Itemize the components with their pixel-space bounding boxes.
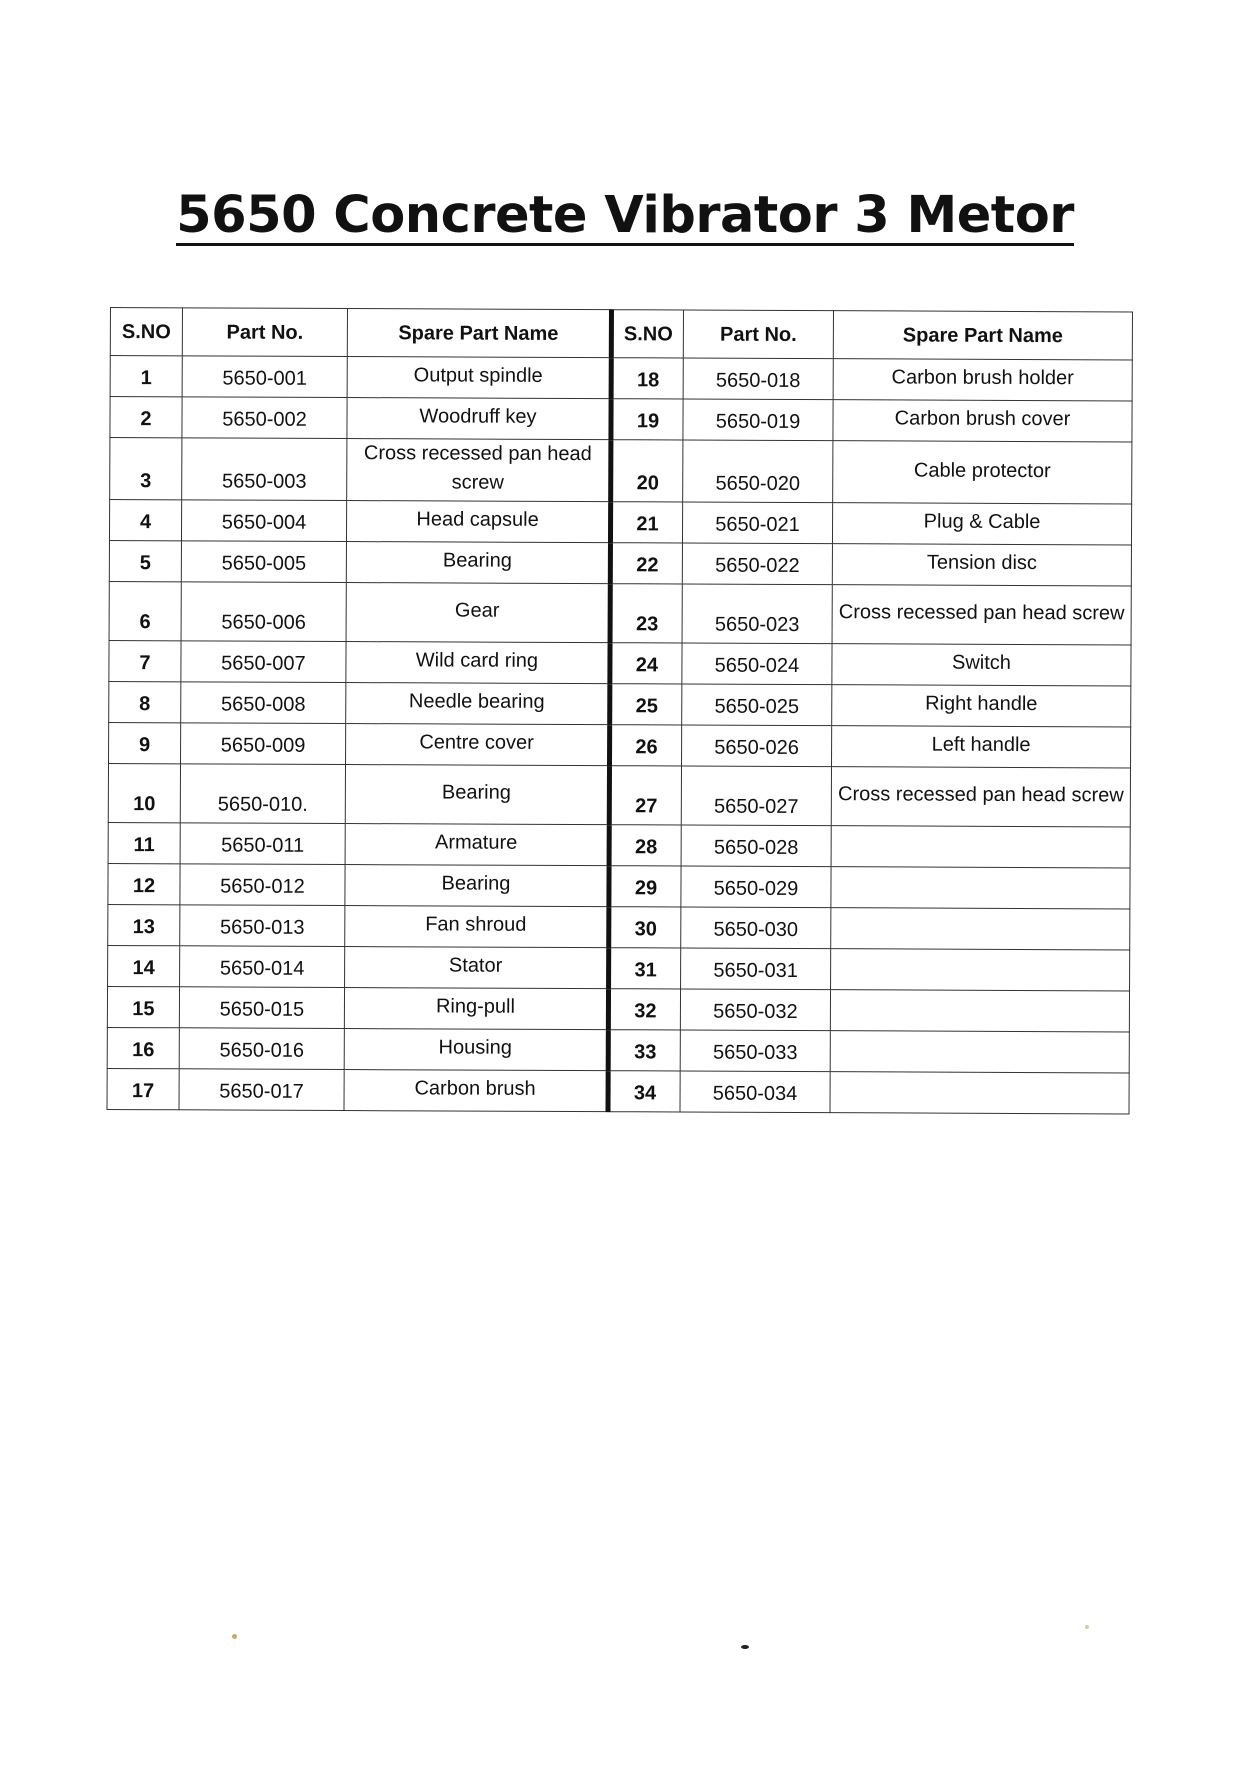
cell-part-no: 5650-023 <box>682 584 832 644</box>
cell-part-no: 5650-010. <box>180 764 345 824</box>
cell-part-name: Left handle <box>832 726 1131 768</box>
cell-part-no: 5650-032 <box>680 989 830 1031</box>
cell-part-name: Output spindle <box>347 357 611 399</box>
cell-part-name: Carbon brush holder <box>833 359 1132 401</box>
cell-part-name: Switch <box>832 644 1131 686</box>
table-row <box>110 438 1132 504</box>
header-sno-right: S.NO <box>611 310 683 358</box>
cell-part-no: 5650-020 <box>683 440 833 503</box>
cell-part-no: 5650-034 <box>680 1071 830 1113</box>
cell-part-name <box>830 990 1129 1032</box>
cell-sno: 10 <box>108 763 180 822</box>
table-row <box>110 397 1132 442</box>
cell-sno: 1 <box>110 356 182 397</box>
table-row <box>109 540 1131 585</box>
header-sno-left: S.NO <box>110 308 182 356</box>
cell-sno: 19 <box>611 399 683 440</box>
cell-part-no: 5650-002 <box>182 397 347 439</box>
table-row <box>108 945 1130 990</box>
table-row <box>110 356 1132 401</box>
cell-sno: 4 <box>109 500 181 541</box>
cell-part-name: Cable protector <box>833 441 1132 504</box>
page-title-text: 5650 Concrete Vibrator 3 Metor <box>176 186 1074 245</box>
cell-part-name: Needle bearing <box>346 683 610 725</box>
cell-part-name: Cross recessed pan head screw <box>831 767 1130 827</box>
cell-sno: 21 <box>610 502 682 543</box>
cell-part-name: Carbon brush cover <box>833 400 1132 442</box>
cell-sno: 22 <box>610 543 682 584</box>
cell-part-name <box>830 1072 1129 1114</box>
table-row <box>108 822 1130 867</box>
cell-part-name: Centre cover <box>346 724 610 766</box>
cell-part-no: 5650-012 <box>180 864 345 906</box>
cell-part-no: 5650-008 <box>181 682 346 724</box>
spare-parts-table <box>106 307 1132 1114</box>
cell-sno: 18 <box>611 358 683 399</box>
cell-part-name: Ring-pull <box>344 988 608 1030</box>
table-row <box>109 681 1131 726</box>
cell-part-no: 5650-027 <box>681 766 831 826</box>
cell-sno: 3 <box>110 438 182 500</box>
cell-sno: 6 <box>109 581 181 640</box>
cell-part-name <box>831 949 1130 991</box>
cell-sno: 5 <box>109 540 181 581</box>
cell-part-name: Housing <box>344 1029 608 1071</box>
cell-sno: 2 <box>110 397 182 438</box>
cell-part-name: Armature <box>345 824 609 866</box>
table-row <box>109 640 1131 685</box>
cell-part-no: 5650-007 <box>181 641 346 683</box>
header-part-no-right: Part No. <box>683 310 833 359</box>
header-part-no-left: Part No. <box>182 308 347 357</box>
scan-speck <box>1085 1625 1089 1629</box>
cell-sno: 33 <box>608 1030 680 1071</box>
cell-part-no: 5650-021 <box>682 502 832 544</box>
table-row <box>109 581 1131 644</box>
cell-part-name: Wild card ring <box>346 642 610 684</box>
cell-part-no: 5650-026 <box>682 725 832 767</box>
cell-sno: 9 <box>109 722 181 763</box>
parts-table-wrapper <box>106 307 1131 1114</box>
cell-part-name: Bearing <box>346 542 610 584</box>
cell-part-name: Carbon brush <box>344 1070 608 1112</box>
cell-part-no: 5650-017 <box>179 1069 344 1111</box>
cell-sno: 11 <box>108 822 180 863</box>
cell-sno: 32 <box>608 989 680 1030</box>
cell-part-no: 5650-031 <box>681 948 831 990</box>
cell-part-no: 5650-033 <box>680 1030 830 1072</box>
cell-sno: 17 <box>107 1068 179 1109</box>
cell-part-no: 5650-024 <box>682 643 832 685</box>
cell-part-name: Fan shroud <box>345 906 609 948</box>
cell-sno: 8 <box>109 681 181 722</box>
cell-part-name: Head capsule <box>346 501 610 543</box>
cell-part-name: Bearing <box>345 865 609 907</box>
header-name-right: Spare Part Name <box>833 311 1132 360</box>
cell-sno: 7 <box>109 640 181 681</box>
cell-part-name: Plug & Cable <box>832 503 1131 545</box>
cell-sno: 15 <box>107 986 179 1027</box>
cell-part-name: Stator <box>345 947 609 989</box>
cell-part-no: 5650-015 <box>179 987 344 1029</box>
cell-sno: 16 <box>107 1027 179 1068</box>
cell-sno: 13 <box>108 904 180 945</box>
cell-part-no: 5650-006 <box>181 582 346 642</box>
cell-part-name: Gear <box>346 583 610 643</box>
cell-part-no: 5650-004 <box>181 500 346 542</box>
cell-sno: 12 <box>108 863 180 904</box>
page-title <box>0 186 1250 246</box>
cell-sno: 34 <box>608 1071 680 1112</box>
table-row <box>107 986 1129 1031</box>
table-body <box>107 356 1132 1114</box>
table-row <box>108 863 1130 908</box>
cell-part-no: 5650-029 <box>681 866 831 908</box>
scan-speck <box>741 1645 749 1649</box>
table-row <box>109 722 1131 767</box>
cell-sno: 28 <box>609 825 681 866</box>
cell-part-no: 5650-009 <box>181 723 346 765</box>
cell-part-no: 5650-030 <box>681 907 831 949</box>
cell-sno: 29 <box>609 866 681 907</box>
cell-part-no: 5650-022 <box>682 543 832 585</box>
cell-part-no: 5650-003 <box>182 438 347 501</box>
cell-sno: 20 <box>611 440 683 502</box>
table-row <box>107 1068 1129 1113</box>
cell-part-no: 5650-014 <box>180 946 345 988</box>
table-row <box>109 500 1131 545</box>
table-header-row <box>110 308 1132 360</box>
cell-part-name <box>831 867 1130 909</box>
cell-sno: 24 <box>610 643 682 684</box>
table-row <box>108 904 1130 949</box>
cell-sno: 23 <box>610 584 682 643</box>
cell-sno: 25 <box>610 684 682 725</box>
cell-part-no: 5650-018 <box>683 358 833 400</box>
cell-part-name <box>831 826 1130 868</box>
cell-part-name: Cross recessed pan head screw <box>347 439 611 502</box>
cell-part-name: Bearing <box>345 765 609 825</box>
cell-part-name: Right handle <box>832 685 1131 727</box>
cell-part-no: 5650-011 <box>180 823 345 865</box>
cell-sno: 31 <box>609 948 681 989</box>
table-row <box>108 763 1130 826</box>
table-row <box>107 1027 1129 1072</box>
cell-part-no: 5650-013 <box>180 905 345 947</box>
cell-part-no: 5650-016 <box>179 1028 344 1070</box>
cell-sno: 26 <box>610 725 682 766</box>
cell-part-name: Tension disc <box>832 544 1131 586</box>
cell-part-name: Cross recessed pan head screw <box>832 585 1131 645</box>
cell-sno: 14 <box>108 945 180 986</box>
cell-part-no: 5650-019 <box>683 399 833 441</box>
cell-sno: 30 <box>609 907 681 948</box>
cell-part-name: Woodruff key <box>347 398 611 440</box>
cell-part-name <box>831 908 1130 950</box>
cell-part-no: 5650-025 <box>682 684 832 726</box>
cell-part-no: 5650-005 <box>181 541 346 583</box>
cell-part-no: 5650-001 <box>182 356 347 398</box>
cell-sno: 27 <box>609 766 681 825</box>
header-name-left: Spare Part Name <box>347 309 611 358</box>
scan-speck <box>232 1634 237 1639</box>
cell-part-no: 5650-028 <box>681 825 831 867</box>
cell-part-name <box>830 1031 1129 1073</box>
